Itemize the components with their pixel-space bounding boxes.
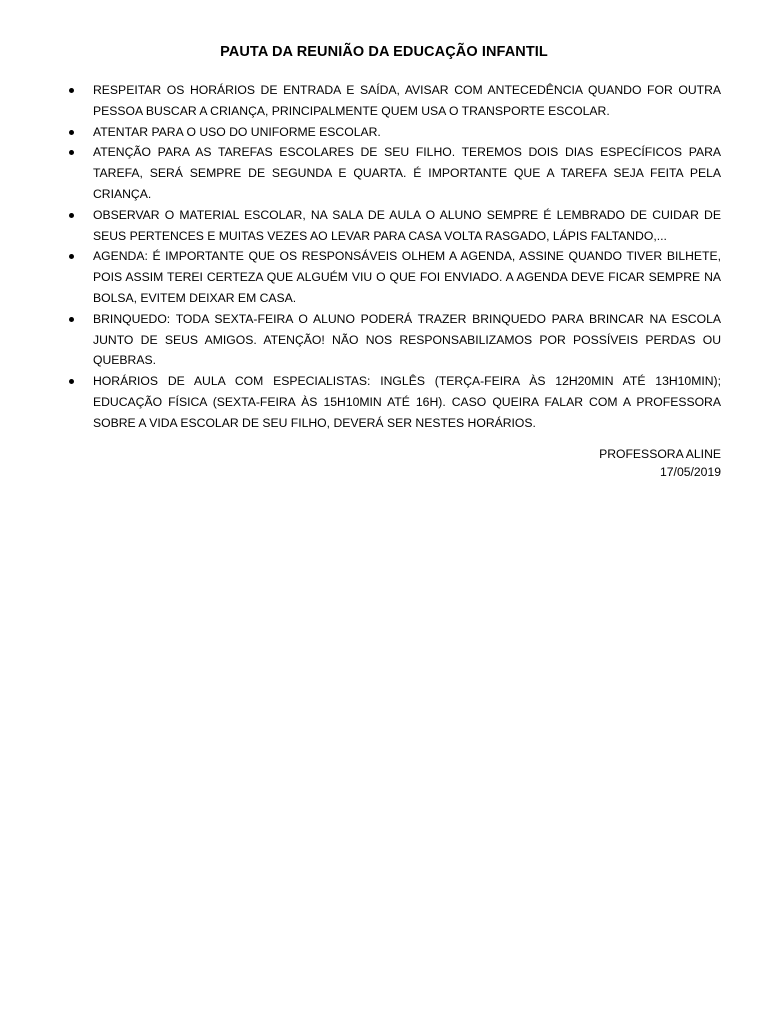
bullet-dot-icon <box>69 317 74 322</box>
bullet-dot-icon <box>69 150 74 155</box>
bullet-dot-icon <box>69 254 74 259</box>
list-item-text: BRINQUEDO: TODA SEXTA-FEIRA O ALUNO PODERÁ TRAZER BRINQUEDO PARA BRINCAR NA ESCOLA JUNTO DE SEUS AMIGOS. ATENÇÃO! NÃO NOS RESPONSABILIZAMOS POR POSSÍVEIS PERDAS OU QUEBRAS. <box>93 311 721 368</box>
document-date: 17/05/2019 <box>660 465 721 479</box>
signature-block <box>93 445 721 481</box>
bullet-dot-icon <box>69 213 74 218</box>
bullet-dot-icon <box>69 379 74 384</box>
list-item <box>93 80 721 122</box>
list-item-text: OBSERVAR O MATERIAL ESCOLAR, NA SALA DE AULA O ALUNO SEMPRE É LEMBRADO DE CUIDAR DE SEUS PERTENCES E MUITAS VEZES AO LEVAR PARA CASA VOLTA RASGADO, LÁPIS FALTANDO,... <box>93 207 721 243</box>
teacher-name: PROFESSORA ALINE <box>599 447 721 461</box>
bullet-dot-icon <box>69 88 74 93</box>
list-item <box>93 371 721 433</box>
list-item <box>93 122 721 143</box>
list-item-text: HORÁRIOS DE AULA COM ESPECIALISTAS: INGLÊS (TERÇA-FEIRA ÀS 12H20MIN ATÉ 13H10MIN); EDUCAÇÃO FÍSICA (SEXTA-FEIRA ÀS 15H10MIN ATÉ 16H). CASO QUEIRA FALAR COM A PROFESSORA SOBRE A VIDA ESCOLAR DE SEU FILHO, DEVERÁ SER NESTES HORÁRIOS. <box>93 374 721 430</box>
list-item-text: ATENÇÃO PARA AS TAREFAS ESCOLARES DE SEU FILHO. TEREMOS DOIS DIAS ESPECÍFICOS PARA TAREFA, SERÁ SEMPRE DE SEGUNDA E QUARTA. É IMPORTANTE QUE A TAREFA SEJA FEITA PELA CRIANÇA. <box>93 145 721 201</box>
list-item-text: ATENTAR PARA O USO DO UNIFORME ESCOLAR. <box>93 124 381 139</box>
page-title: PAUTA DA REUNIÃO DA EDUCAÇÃO INFANTIL <box>220 44 548 60</box>
bullet-dot-icon <box>69 130 74 135</box>
list-item <box>93 142 721 204</box>
list-item <box>93 309 721 371</box>
list-item <box>93 246 721 308</box>
list-item-text: AGENDA: É IMPORTANTE QUE OS RESPONSÁVEIS OLHEM A AGENDA, ASSINE QUANDO TIVER BILHETE, POIS ASSIM TEREI CERTEZA QUE ALGUÉM VIU O QUE FOI ENVIADO. A AGENDA DEVE FICAR SEMPRE NA BOLSA, EVITEM DEIXAR EM CASA. <box>93 249 721 305</box>
list-item <box>93 205 721 247</box>
agenda-list <box>93 80 721 434</box>
list-item-text: RESPEITAR OS HORÁRIOS DE ENTRADA E SAÍDA, AVISAR COM ANTECEDÊNCIA QUANDO FOR OUTRA PESSOA BUSCAR A CRIANÇA, PRINCIPALMENTE QUEM USA O TRANSPORTE ESCOLAR. <box>93 83 721 118</box>
